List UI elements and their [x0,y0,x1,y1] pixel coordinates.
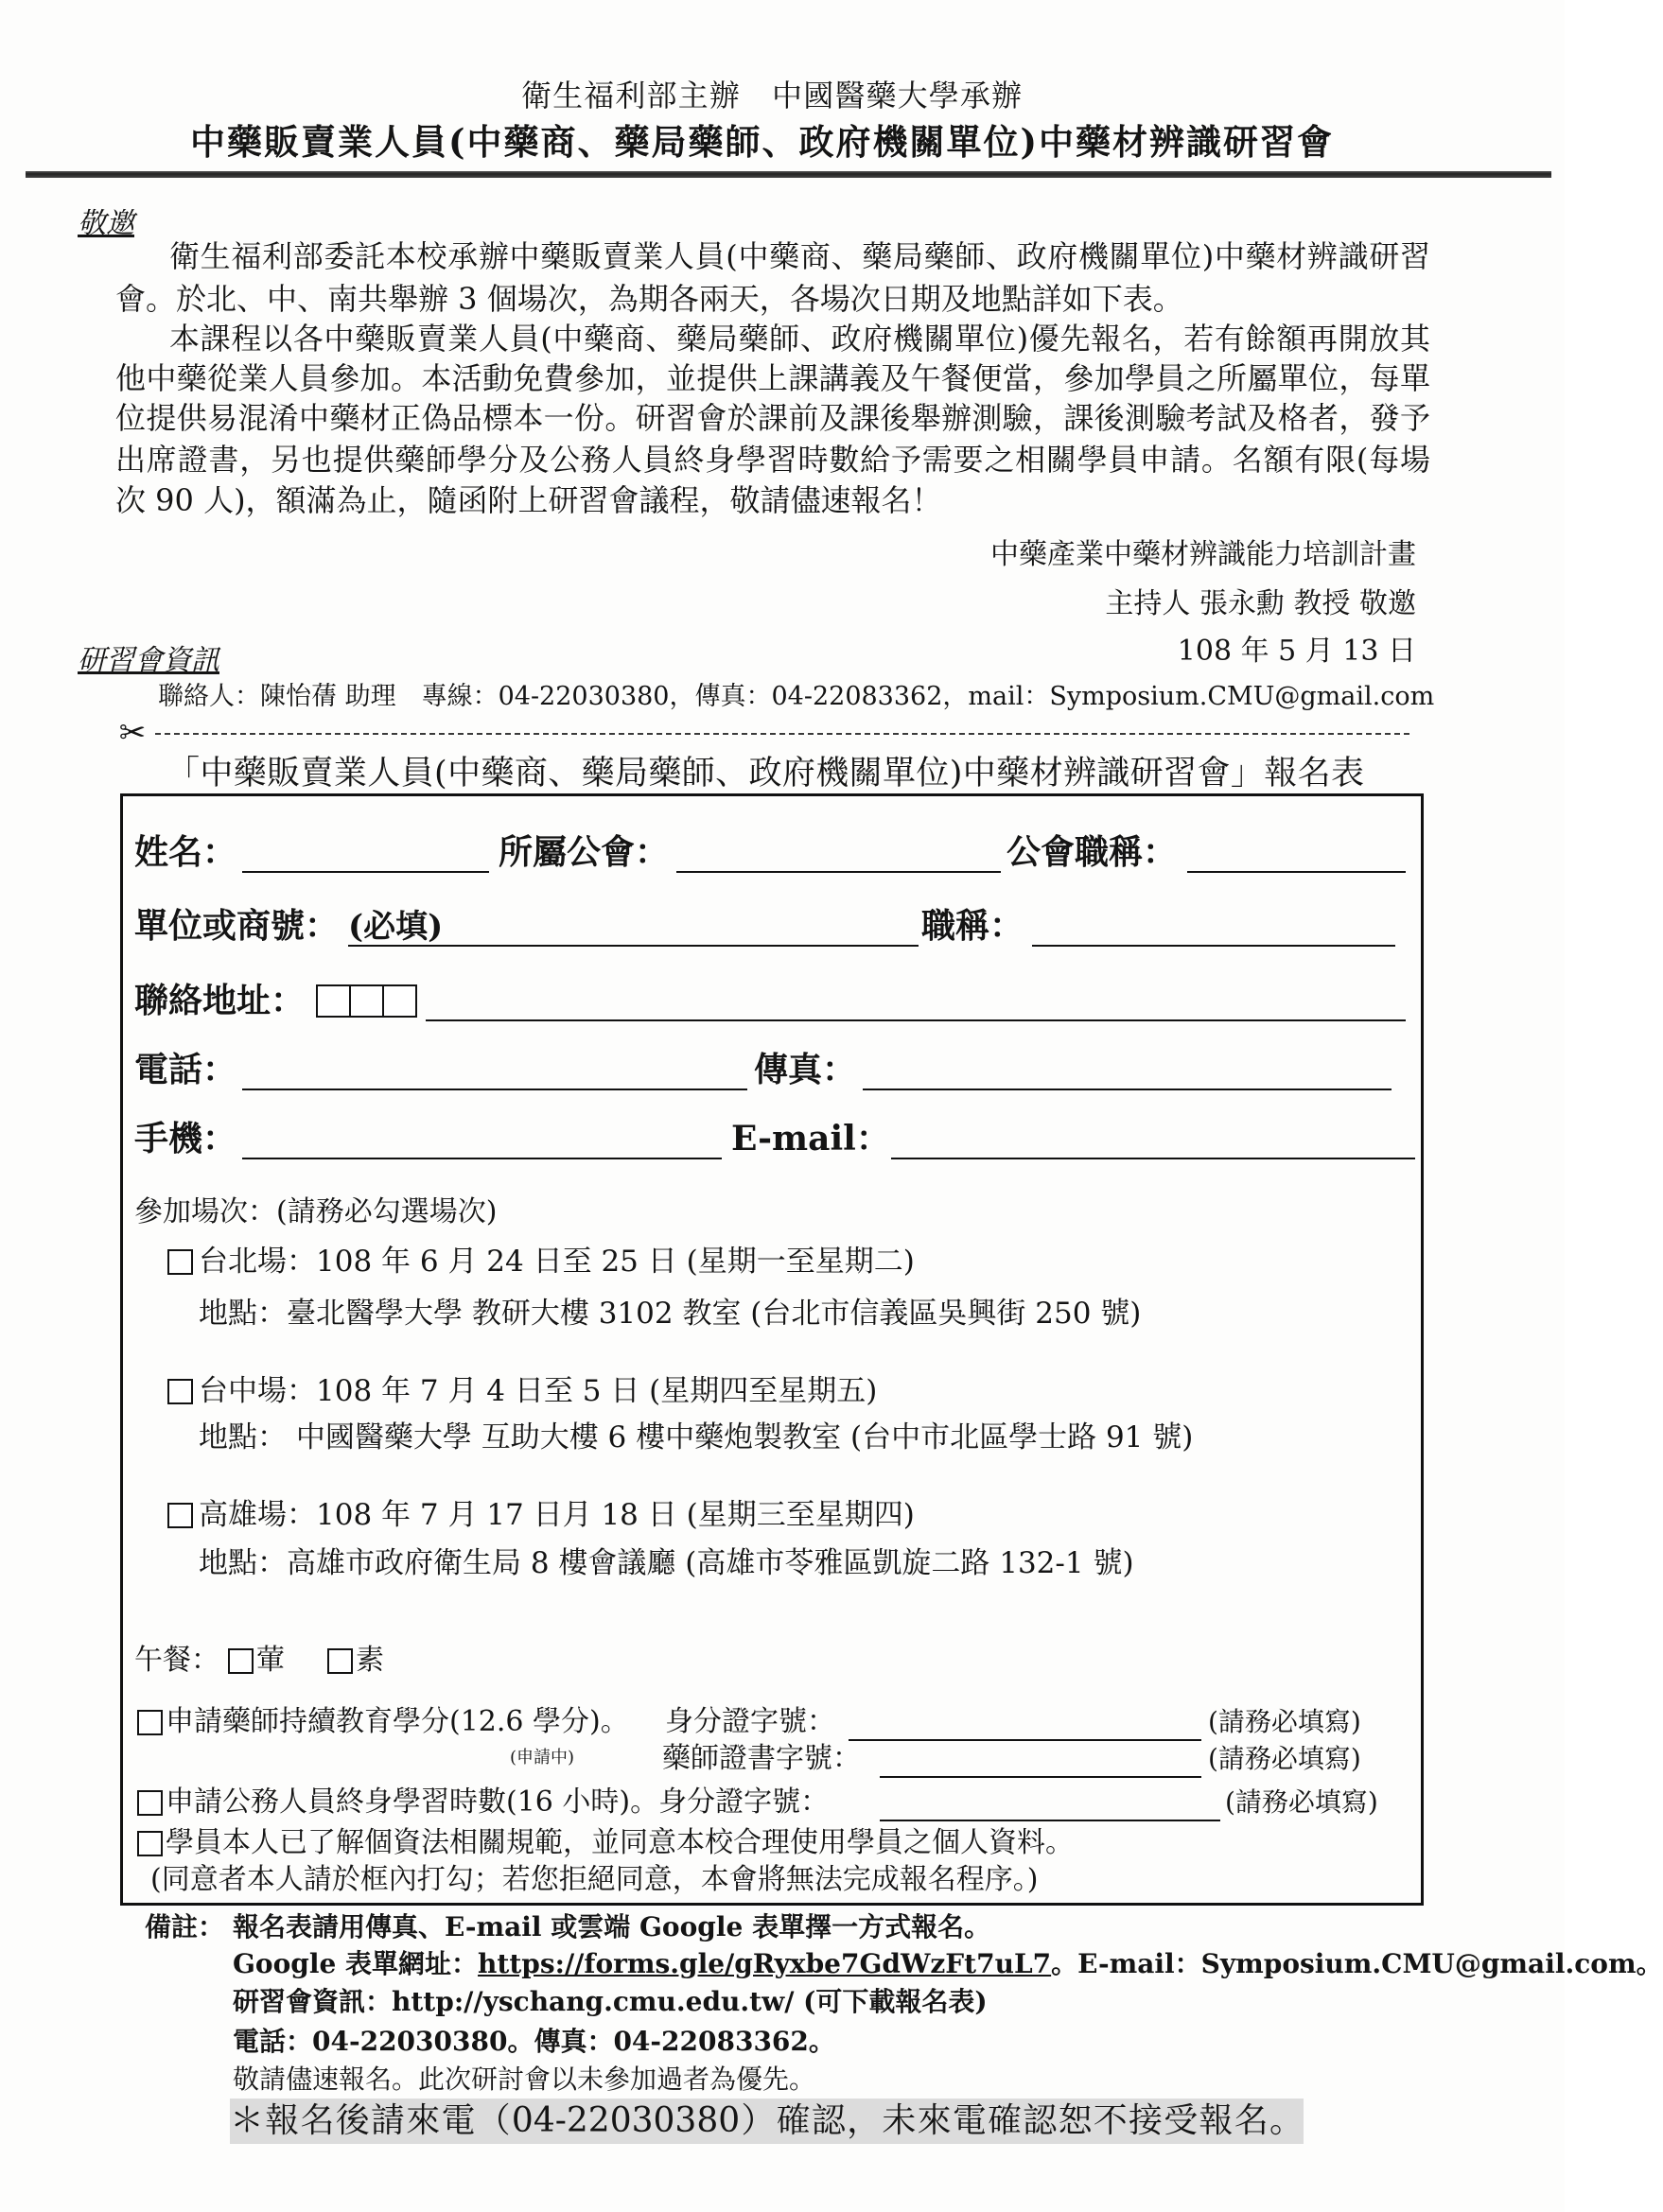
scissors-icon: ✂ [118,714,147,752]
lunch-meat-checkbox[interactable] [228,1648,254,1674]
notes-method: 報名表請用傳真、E-mail 或雲端 Google 表單擇一方式報名。 [233,1911,991,1942]
organizer-line: 衛生福利部主辦 中國醫藥大學承辦 [521,78,1022,113]
google-form-label: Google 表單網址： [233,1948,479,1979]
session-taipei-venue: 地點：臺北醫學大學 教研大樓 3102 教室 (台北市信義區吳興街 250 號) [199,1297,1142,1331]
lunch-meat-label: 葷 [256,1644,285,1677]
session-taipei-checkbox[interactable] [167,1249,193,1275]
cut-line [155,733,1409,735]
phone-label: 電話： [134,1050,237,1089]
phone-field[interactable] [242,1049,747,1090]
job-title-field[interactable] [1032,905,1395,947]
invitation-line: 會。於北、中、南共舉辦 3 個場次，為期各兩天，各場次日期及地點詳如下表。 [115,281,1183,317]
mobile-label: 手機： [134,1119,237,1158]
pharmacist-credit-checkbox[interactable] [137,1710,163,1735]
civil-servant-checkbox[interactable] [137,1790,163,1816]
invitation-line: 他中藥從業人員參加。本活動免費參加，並提供上課講義及午餐便當，參加學員之所屬單位，每單 [115,360,1430,396]
contact-line: 聯絡人：陳怡蒨 助理 專線：04-22030380，傳真：04-22083362，mail：Symposium.CMU@gmail.com [158,682,1435,711]
consent-label: 學員本人已了解個資法相關規範，並同意本校合理使用學員之個人資料。 [166,1826,1074,1859]
session-kaohsiung-venue: 地點：高雄市政府衛生局 8 樓會議廳 (高雄市苓雅區凱旋二路 132-1 號) [199,1546,1134,1580]
session-kaohsiung-title: 高雄場：108 年 7 月 17 日月 18 日 (星期三至星期四) [199,1498,915,1532]
invitation-line: 出席證書，另也提供藥師學分及公務人員終身學習時數給予需要之相關學員申請。名額有限(每場 [115,442,1430,478]
pharmacist-id-field[interactable] [849,1699,1201,1741]
unit-field[interactable] [348,905,919,947]
confirm-call-notice: ＊報名後請來電（04-22030380）確認，未來電確認恕不接受報名。 [230,2099,1304,2144]
name-label: 姓名： [134,832,237,872]
address-label: 聯絡地址： [134,981,306,1020]
notes-email: 。E-mail：Symposium.CMU@gmail.com。 [1051,1948,1663,1979]
email-label: E-mail： [731,1119,890,1158]
credit-pending-note: (申請中) [510,1748,575,1768]
civil-servant-label: 申請公務人員終身學習時數(16 小時)。身分證字號： [166,1785,830,1819]
association-label: 所屬公會： [499,832,670,872]
email-field[interactable] [891,1118,1415,1159]
google-form-line [233,1945,1663,1983]
invitation-heading: 敬邀 [78,207,134,240]
unit-required-hint: (必填) [348,908,444,946]
host-signature: 主持人 張永勳 教授 敬邀 [1105,587,1416,620]
address-field[interactable] [426,980,1406,1021]
notes-label: 備註： [145,1911,225,1942]
lunch-vegetarian-label: 素 [356,1644,384,1677]
association-title-field[interactable] [1187,831,1406,873]
form-title: 「中藥販賣業人員(中藥商、藥局藥師、政府機關單位)中藥材辨識研習會」報名表 [166,755,1364,792]
required-note: (請務必填寫) [1208,1743,1361,1774]
required-note: (請務必填寫) [1208,1706,1361,1737]
consent-note: (同意者本人請於框內打勾；若您拒絕同意，本會將無法完成報名程序。) [150,1863,1039,1896]
pharmacist-credit-label: 申請藥師持續教育學分(12.6 學分)。 [166,1705,629,1738]
google-form-link[interactable]: https://forms.gle/gRyxbe7GdWzFt7uL7 [478,1948,1052,1979]
program-name: 中藥產業中藥材辨識能力培訓計畫 [990,538,1416,571]
pharmacist-id-label: 身分證字號： [665,1705,835,1738]
name-field[interactable] [242,831,489,873]
fax-field[interactable] [863,1049,1392,1090]
invitation-line: 本課程以各中藥販賣業人員(中藥商、藥局藥師、政府機關單位)優先報名，若有餘額再開放其 [169,321,1430,357]
session-taichung-venue: 地點： 中國醫藥大學 互助大樓 6 樓中藥炮製教室 (台中市北區學士路 91 號) [199,1420,1194,1454]
required-note: (請務必填寫) [1225,1786,1378,1818]
sessions-label: 參加場次：(請務必勾選場次) [134,1195,498,1228]
session-taipei-title: 台北場：108 年 6 月 24 日至 25 日 (星期一至星期二) [199,1245,915,1279]
session-kaohsiung-checkbox[interactable] [167,1503,193,1528]
civil-servant-id-field[interactable] [880,1780,1220,1821]
session-taichung-title: 台中場：108 年 7 月 4 日至 5 日 (星期四至星期五) [199,1374,878,1408]
job-title-label: 職稱： [921,906,1024,946]
registration-form [120,793,1424,1906]
priority-line: 敬請儘速報名。此次研討會以未參加過者為優先。 [233,2064,816,2095]
postal-code-box-1[interactable] [316,984,351,1018]
invitation-line: 位提供易混淆中藥材正偽品標本一份。研習會於課前及課後舉辦測驗，課後測驗考試及格者，發予 [115,400,1430,436]
association-title-label: 公會職稱： [1007,832,1178,872]
postal-code-box-2[interactable] [349,984,384,1018]
postal-code-box-3[interactable] [382,984,417,1018]
invitation-line: 次 90 人)，額滿為止，隨函附上研習會議程，敬請儘速報名！ [115,482,942,518]
license-label: 藥師證書字號： [662,1742,861,1775]
license-field[interactable] [880,1736,1201,1778]
info-heading: 研習會資訊 [78,644,219,677]
consent-checkbox[interactable] [137,1831,163,1856]
event-title: 中藥販賣業人員(中藥商、藥局藥師、政府機關單位)中藥材辨識研習會 [190,121,1332,163]
fax-label: 傳真： [754,1050,857,1089]
info-line [233,1983,988,2021]
unit-label: 單位或商號： [134,906,340,946]
mobile-field[interactable] [242,1118,722,1159]
session-taichung-checkbox[interactable] [167,1379,193,1404]
phone-fax-line: 電話：04-22030380。傳真：04-22083362。 [233,2026,835,2057]
info-label: 研習會資訊： [233,1986,393,2017]
info-site-link[interactable]: http://yschang.cmu.edu.tw/ [392,1986,795,2017]
invitation-line: 衛生福利部委託本校承辦中藥販賣業人員(中藥商、藥局藥師、政府機關單位)中藥材辨識研習 [169,238,1430,274]
header-rule [26,171,1551,178]
lunch-vegetarian-checkbox[interactable] [327,1648,353,1674]
letter-date: 108 年 5 月 13 日 [1177,635,1416,668]
lunch-label: 午餐： [134,1644,219,1677]
association-field[interactable] [676,831,1001,873]
info-suffix: (可下載報名表) [794,1986,988,2017]
